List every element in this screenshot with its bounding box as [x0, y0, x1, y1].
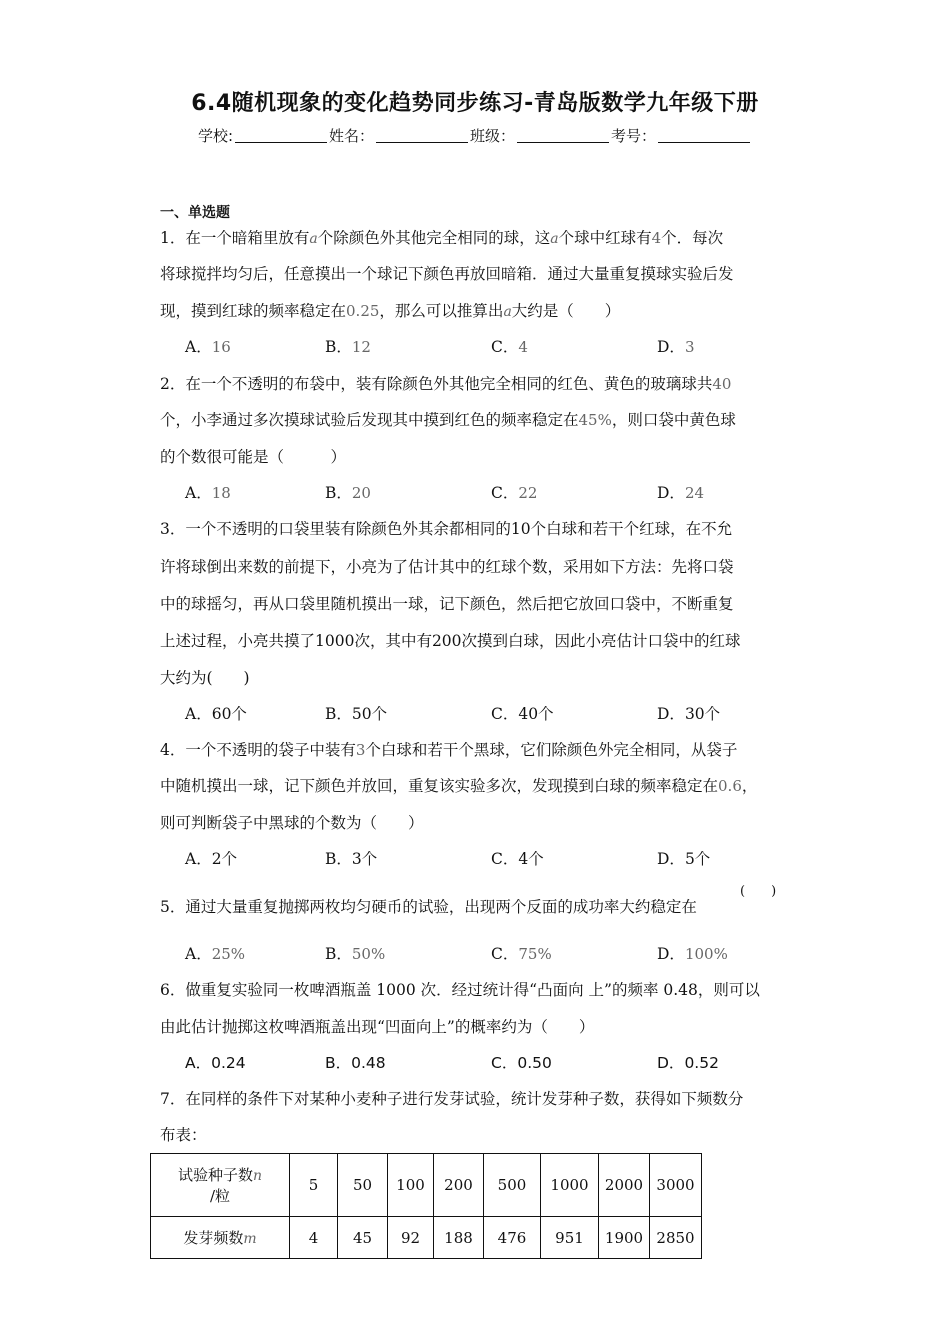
option-value: 3个	[351, 850, 378, 868]
option-label: B．	[325, 484, 352, 502]
option-label: B．	[325, 945, 352, 963]
q3-option-c[interactable]	[491, 702, 554, 724]
q2-text: 2．在一个不透明的布袋中，装有除颜色外其他完全相同的红色、黄色的玻璃球共	[160, 375, 713, 393]
q6-line-2: 由此估计抛掷这枚啤酒瓶盖出现“凹面向上”的概率约为（ ）	[160, 1018, 595, 1036]
q2-line-3: 的个数很可能是（ ）	[160, 448, 347, 466]
option-label: A．	[185, 338, 212, 356]
option-label: A．	[185, 705, 212, 723]
option-value: 40个	[518, 705, 554, 723]
q1-text: 1．在一个暗箱里放有	[160, 229, 310, 247]
row-label: 试验种子数	[177, 1166, 253, 1184]
q1-option-a[interactable]	[185, 335, 231, 357]
q5-option-a[interactable]	[185, 942, 245, 964]
q2-option-c[interactable]	[491, 481, 537, 503]
option-label: B．	[325, 850, 352, 868]
option-value: 0.48	[351, 1054, 386, 1072]
name-label: 姓名：	[329, 127, 375, 145]
q7-line-2: 布表：	[160, 1126, 207, 1144]
table-cell: 4	[290, 1217, 338, 1259]
option-value: 50个	[351, 705, 388, 723]
table-cell: 2850	[650, 1217, 702, 1259]
option-label: A．	[185, 850, 212, 868]
q4-line-1	[160, 738, 737, 760]
q4-text: 4．一个不透明的袋子中装有	[160, 741, 356, 759]
q2-text: 个，小李通过多次摸球试验后发现其中摸到红色的频率稳定在	[160, 411, 579, 429]
q1-var-a: a	[309, 231, 318, 247]
row-var: m	[243, 1231, 257, 1247]
q1-option-c[interactable]	[491, 335, 528, 357]
q3-line-1: 3．一个不透明的口袋里装有除颜色外其余都相同的10个白球和若干个红球，在不允	[160, 520, 733, 538]
option-label: C．	[491, 705, 519, 723]
table-cell: 1000	[541, 1154, 599, 1217]
q2-frequency: 45%	[578, 411, 612, 429]
option-label: C．	[491, 1054, 518, 1072]
q3-line-3: 中的球摇匀，再从口袋里随机摸出一球，记下颜色，然后把它放回口袋中，不断重复	[160, 595, 734, 613]
name-blank[interactable]	[376, 128, 468, 143]
class-label: 班级：	[470, 127, 516, 145]
option-value: 5个	[684, 850, 711, 868]
table-header-cell	[151, 1217, 290, 1259]
q2-option-b[interactable]	[325, 481, 371, 503]
q2-num-40: 40	[712, 375, 732, 393]
row-unit: /粒	[209, 1187, 231, 1205]
option-label: D．	[657, 1054, 685, 1072]
q4-option-d[interactable]	[657, 847, 710, 869]
q1-line-2: 将球搅拌均匀后，任意摸出一个球记下颜色再放回暗箱．通过大量重复摸球实验后发	[160, 265, 734, 283]
q6-option-a[interactable]	[185, 1051, 246, 1073]
option-label: B．	[325, 705, 352, 723]
q1-line-1	[160, 226, 723, 248]
q1-text: 现，摸到红球的频率稳定在	[160, 302, 347, 320]
q1-option-b[interactable]	[325, 335, 371, 357]
option-value: 20	[351, 484, 371, 502]
table-cell: 476	[484, 1217, 541, 1259]
row-var: n	[252, 1168, 263, 1184]
option-value: 60个	[211, 705, 247, 723]
q1-text: 个球中红球有	[558, 229, 652, 247]
option-value: 18	[211, 484, 231, 502]
option-label: C．	[491, 850, 519, 868]
option-label: D．	[657, 484, 685, 502]
option-value: 4	[518, 338, 528, 356]
q7-line-1: 7．在同样的条件下对某种小麦种子进行发芽试验，统计发芽种子数，获得如下频数分	[160, 1090, 744, 1108]
q3-option-d[interactable]	[657, 702, 720, 724]
option-value: 22	[518, 484, 538, 502]
option-label: C．	[491, 338, 519, 356]
q1-frequency: 0.25	[346, 302, 380, 320]
q1-var-a: a	[503, 304, 512, 320]
q3-option-a[interactable]	[185, 702, 247, 724]
q5-option-c[interactable]	[491, 942, 552, 964]
table-row	[151, 1154, 702, 1217]
section-title: 一、单选题	[160, 205, 230, 221]
q5-option-b[interactable]	[325, 942, 385, 964]
table-cell: 5	[290, 1154, 338, 1217]
table-cell: 92	[388, 1217, 434, 1259]
q4-line-3: 则可判断袋子中黑球的个数为（ ）	[160, 814, 424, 832]
option-value: 30个	[684, 705, 721, 723]
option-value: 100%	[684, 945, 728, 963]
page-title: 6.4随机现象的变化趋势同步练习-青岛版数学九年级下册	[191, 91, 759, 116]
q6-option-d[interactable]	[657, 1051, 719, 1073]
q2-line-2	[160, 408, 736, 430]
q4-frequency: 0.6	[718, 777, 742, 795]
table-row	[151, 1217, 702, 1259]
q1-text: 个除颜色外其他完全相同的球，这	[317, 229, 551, 247]
q2-option-d[interactable]	[657, 481, 704, 503]
table-cell: 1900	[599, 1217, 650, 1259]
option-label: A．	[185, 484, 212, 502]
q3-line-4: 上述过程，小亮共摸了1000次，其中有200次摸到白球，因此小亮估计口袋中的红球	[160, 632, 741, 650]
q5-paren: ( )	[740, 884, 777, 899]
option-value: 4个	[518, 850, 544, 868]
option-value: 16	[211, 338, 231, 356]
table-cell: 50	[338, 1154, 388, 1217]
q4-text: 个白球和若干个黑球，它们除颜色外完全相同，从袋子	[365, 741, 738, 759]
school-label: 学校:	[197, 127, 233, 145]
table-cell: 3000	[650, 1154, 702, 1217]
q3-line-5: 大约为( )	[160, 669, 250, 687]
q4-text: ，	[741, 777, 758, 795]
option-value: 0.52	[684, 1054, 719, 1072]
q5-line-1: 5．通过大量重复抛掷两枚均匀硬币的试验，出现两个反面的成功率大约稳定在	[160, 898, 697, 916]
q3-line-2: 许将球倒出来数的前提下，小亮为了估计其中的红球个数，采用如下方法：先将口袋	[160, 558, 734, 576]
table-header-cell	[151, 1154, 290, 1217]
table-cell: 500	[484, 1154, 541, 1217]
q4-line-2	[160, 774, 757, 796]
q1-text: ，那么可以推算出	[379, 302, 504, 320]
table-cell: 188	[434, 1217, 484, 1259]
q1-text: 大约是（ ）	[511, 302, 621, 320]
option-value: 24	[684, 484, 705, 502]
option-value: 25%	[211, 945, 246, 963]
q4-num-3: 3	[355, 741, 366, 759]
q4-option-a[interactable]	[185, 847, 237, 869]
number-label: 考号：	[611, 127, 657, 145]
option-value: 2个	[211, 850, 238, 868]
number-blank[interactable]	[658, 128, 750, 143]
option-label: A．	[185, 1054, 212, 1072]
q5-option-d[interactable]	[657, 942, 728, 964]
q4-option-b[interactable]	[325, 847, 377, 869]
option-value: 0.50	[517, 1054, 552, 1072]
option-value: 3	[684, 338, 695, 356]
option-label: D．	[657, 705, 685, 723]
option-label: B．	[325, 338, 352, 356]
q6-option-c[interactable]	[491, 1051, 552, 1073]
option-label: D．	[657, 338, 685, 356]
q1-option-d[interactable]	[657, 335, 694, 357]
table-cell: 100	[388, 1154, 434, 1217]
q6-line-1: 6．做重复实验同一枚啤酒瓶盖 1000 次．经过统计得“凸面向 上”的频率 0.48，则可以	[160, 981, 760, 999]
option-value: 50%	[351, 945, 386, 963]
table-cell: 2000	[599, 1154, 650, 1217]
q4-option-c[interactable]	[491, 847, 544, 869]
table-cell: 200	[434, 1154, 484, 1217]
school-blank[interactable]	[235, 128, 327, 143]
option-value: 75%	[518, 945, 552, 963]
q3-option-b[interactable]	[325, 702, 387, 724]
q2-option-a[interactable]	[185, 481, 231, 503]
q1-text: 个．每次	[661, 229, 724, 247]
option-label: C．	[491, 945, 519, 963]
q1-var-a: a	[550, 231, 559, 247]
option-label: A．	[185, 945, 212, 963]
table-cell: 951	[541, 1217, 599, 1259]
q6-option-b[interactable]	[325, 1051, 386, 1073]
frequency-table	[150, 1153, 702, 1259]
row-label: 发芽频数	[183, 1229, 244, 1247]
option-label: B．	[325, 1054, 352, 1072]
table-cell: 45	[338, 1217, 388, 1259]
option-label: D．	[657, 945, 685, 963]
option-label: D．	[657, 850, 685, 868]
student-info-line	[0, 125, 950, 146]
q4-text: 中随机摸出一球，记下颜色并放回，重复该实验多次，发现摸到白球的频率稳定在	[160, 777, 719, 795]
q2-text: ，则口袋中黄色球	[611, 411, 736, 429]
class-blank[interactable]	[517, 128, 609, 143]
q1-num-4: 4	[651, 229, 662, 247]
option-value: 0.24	[211, 1054, 246, 1072]
q1-line-3	[160, 299, 620, 321]
option-value: 12	[351, 338, 371, 356]
q2-line-1	[160, 372, 731, 394]
option-label: C．	[491, 484, 519, 502]
